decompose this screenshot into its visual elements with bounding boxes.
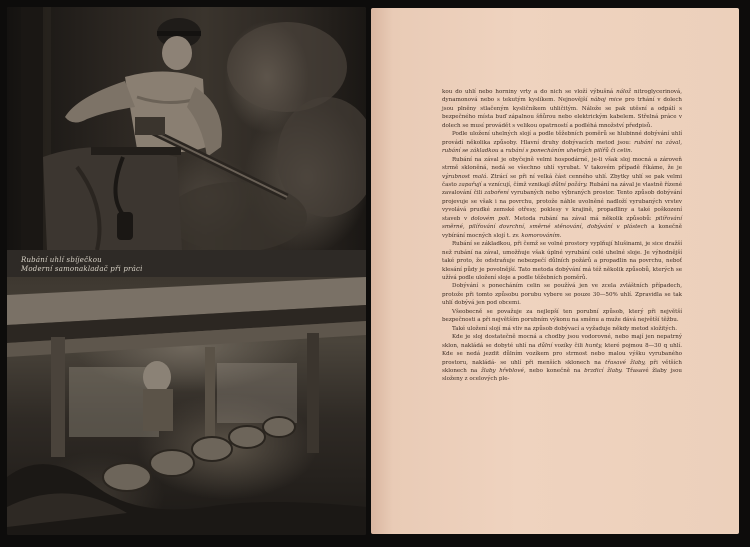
text-run: a vznícují, čímž vznikají xyxy=(481,181,552,188)
paragraph xyxy=(442,282,682,307)
emphasized-term: brzdicí žlaby. xyxy=(584,367,623,374)
text-run: Třasavé žlaby jsou složeny z ocelových plе- xyxy=(442,367,682,383)
body-text xyxy=(442,88,682,384)
paragraph xyxy=(442,88,682,130)
text-run: Rubání na zával je obyčejně velmi hospodárné, je-li však sloj mocná a zároveň strmě skloněná, nedá se všechno uhlí vyrubat. V takovém případě říkáme, že je xyxy=(442,156,682,172)
emphasized-term: výrubnost malá. xyxy=(442,173,489,180)
left-page xyxy=(7,7,366,535)
photo-miner-drilling xyxy=(7,7,366,250)
emphasized-term: pilířování směrné, pilířování dovrchní, směrné stěnování, dobývání v plástech xyxy=(442,215,682,231)
emphasized-term: dolovém poli. xyxy=(470,215,511,222)
text-run: Podle uložení uhelných slojí a podle těžebních poměrů se hlubinné dobývání uhlí provádí několika způsoby. Hlavní druhy dobývacích metod jsou: xyxy=(442,131,682,146)
emphasized-term: rubání na zával, rubání se základkou xyxy=(442,139,682,155)
caption-bottom-photo: Moderní samonakladač při práci xyxy=(21,265,143,273)
text-run: Také uložení slojí má vliv na způsob dobývací a vyžaduje někdy metod složitých. xyxy=(452,325,677,332)
paragraph xyxy=(442,333,682,384)
emphasized-term: náboj mice xyxy=(590,97,623,104)
text-run: Rubání se základkou, při čemž se volné prostory vyplňují hlušinami, je sice dražší než rubání na zával, umožňuje však úplné vyrubání celé uhelné sloje. Je výhodnější také proto, že odstraňuje nebezpečí důlních požárů a propadlin na povrchu, neboť klesání půdy je povolnější. Tato metoda dobývání má též několik způsobů, kterých se užívá podle uložení sloje a podle těžebních poměrů. xyxy=(442,241,682,281)
text-run: Všeobecně se považuje za nejlepší ten porubní způsob, který při největší bezpečnosti a při největším porubním výkonu na směnu a muže dává největší těžbu. xyxy=(442,308,682,324)
paragraph xyxy=(442,325,682,333)
text-run: Rubání na zával je vlastně řízené zavalování čili xyxy=(442,181,682,197)
loader-illustration xyxy=(7,277,366,535)
text-run: a xyxy=(498,148,506,155)
emphasized-term: důlní požáry. xyxy=(551,181,588,188)
text-run: Ztrácí se při ní velká část cenného uhlí. Zbytky uhlí se pak velmi často xyxy=(442,173,682,188)
emphasized-term: rubání s ponecháním uhelných pilířů či celin. xyxy=(505,148,633,155)
text-run: nitroglycerinová, dynamonová nebo s tekutým kyslíkem. Nejnovější xyxy=(442,89,682,104)
text-run: kou do uhlí nebo horniny vrty a do nich se vloží výbušná xyxy=(442,89,617,95)
emphasized-term: třasavé žlaby, xyxy=(605,359,646,366)
emphasized-term: hunty, xyxy=(585,342,603,349)
text-run: a konečně vybírání mocných slojí t. zv. xyxy=(442,224,682,239)
text-run: vyrubaných nebo výbraných prostor. Tento způsob dobývání projevuje se však i na povrchu, protože náhle uvolněné nadloží vyrubaných vrstev vyvolává prudké zemské otřesy, poklesy v krajině, propadliny a také poškození staveb v xyxy=(442,190,682,222)
paragraph xyxy=(442,240,682,282)
text-run: při větších sklonech na xyxy=(442,359,682,374)
text-run: Kde je sloj dostatečně mocná a chodby jsou vodorovné, nebo mají jen nepatrný sklon, nakládá se dobyté uhlí na xyxy=(442,334,682,349)
text-run: Dobývání s ponecháním celin se používá jen ve zcela zvláštních případech, protože při tomto způsobu porubu vybere se pouze 30—50% uhlí. Zpravidla se tak uhlí dobývá jen pod obcemi. xyxy=(442,283,682,307)
paragraph xyxy=(442,156,682,241)
text-run: pro trhání v dolech jsou plněny stlačeným kysličníkem uhličitým. Nálože se pak utěsní a odpálí s bezpečného místa buď zápalnou šňůrou nebo elektrickým kabelem. Střelná práce v dolech se musí provádět s velikou opatrností a podléhá množství předpisů. xyxy=(442,97,682,129)
text-run: vozíky čili xyxy=(552,342,586,349)
caption-top-photo: Rubání uhlí sbíječkou xyxy=(21,256,102,264)
emphasized-term: důlní xyxy=(537,342,553,349)
miner-illustration xyxy=(7,7,366,250)
paragraph xyxy=(442,130,682,155)
photo-loading-machine xyxy=(7,277,366,535)
text-run: nebo konečně na xyxy=(525,367,585,374)
emphasized-term: žlaby hřeblové, xyxy=(480,367,526,374)
emphasized-term: zapařují xyxy=(458,181,482,188)
paragraph xyxy=(442,308,682,325)
emphasized-term: nálož xyxy=(616,89,632,95)
text-run: které pojmou 8—30 q uhlí. Kde se nedá jezdit důlním vozíkem pro strmost nebo malou výšku vyrubaného prostoru, nakládá- se uhlí při menších sklonech na xyxy=(442,342,682,366)
emphasized-term: zaboření xyxy=(484,190,509,197)
right-page xyxy=(371,8,739,534)
text-run: Metoda rubání na zával má několik způsobů: xyxy=(510,215,656,222)
emphasized-term: komorováním. xyxy=(521,232,562,239)
